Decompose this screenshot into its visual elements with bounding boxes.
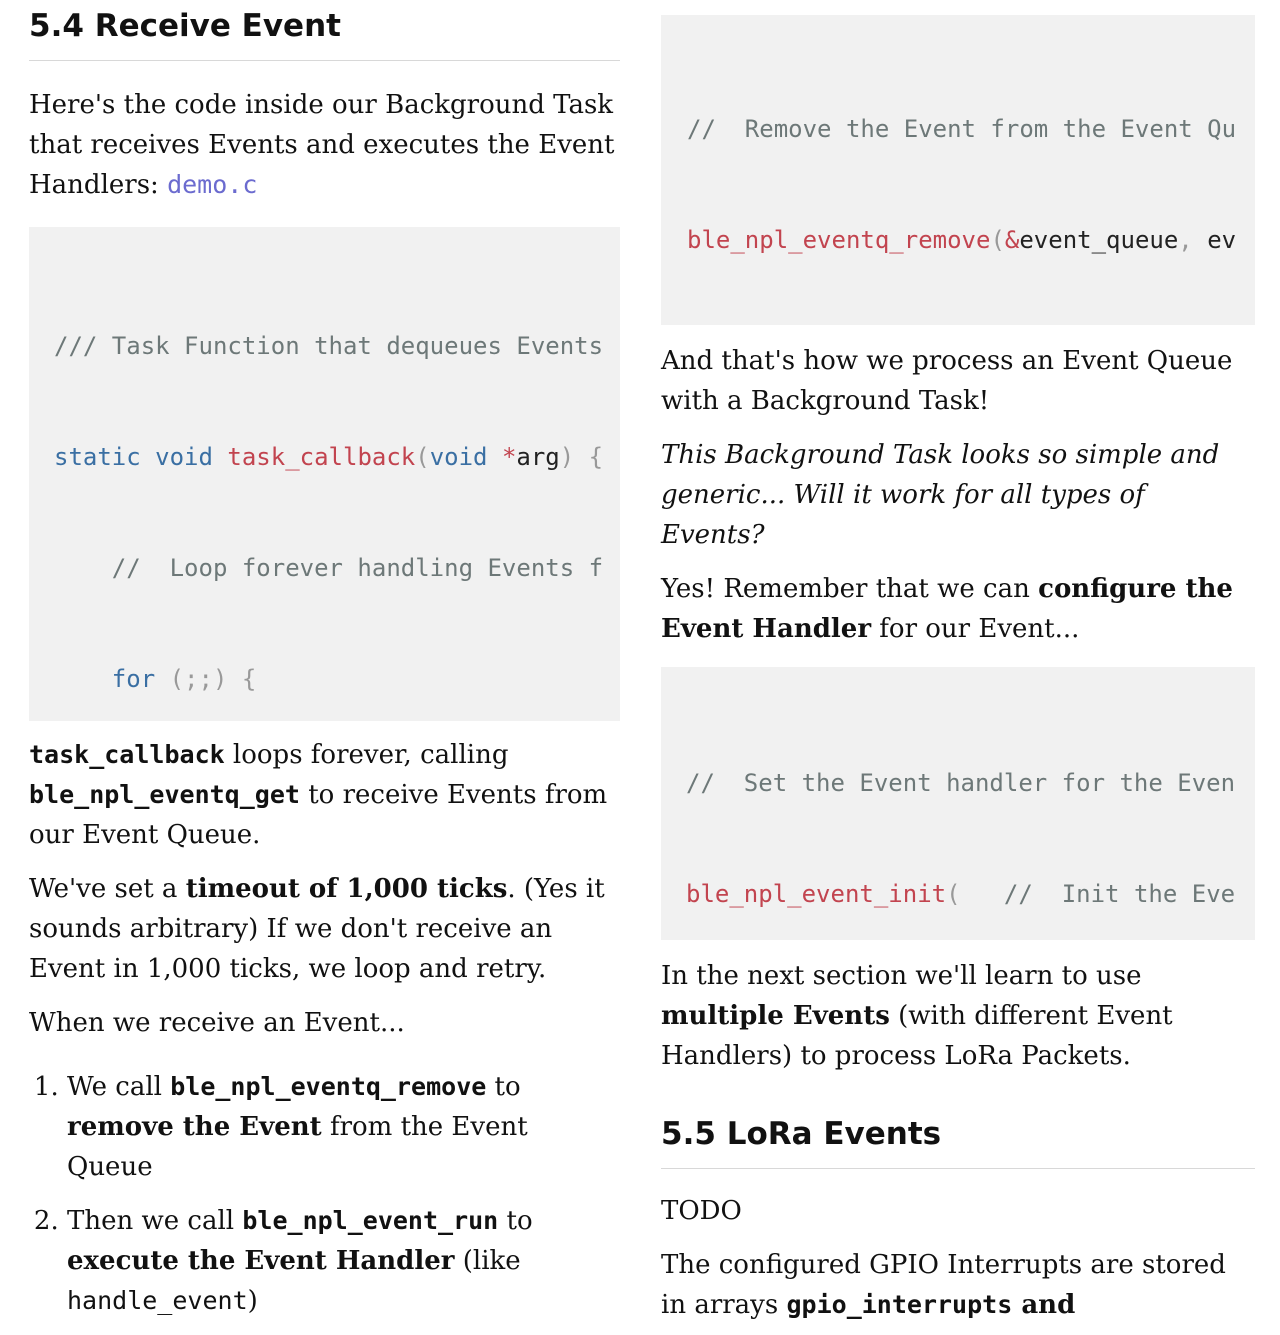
code-line: static void task_callback(void *arg) { [54, 443, 604, 471]
intro-text: Here's the code inside our Background Task that receives Events and executes the Event Handlers: [29, 90, 615, 200]
code-block-event-init [661, 667, 1255, 940]
code-line: // Remove the Event from the Event Qu [687, 115, 1237, 143]
code-block-task-callback [29, 227, 620, 721]
code-line: // Set the Event handler for the Even [686, 769, 1236, 797]
code-line: ble_npl_event_init( // Init the Eve [686, 880, 1236, 908]
gpio-paragraph: The configured GPIO Interrupts are stored in arrays gpio_interrupts and [661, 1250, 1226, 1320]
inline-code-eventq-get: ble_npl_eventq_get [29, 780, 300, 809]
code-line: // Loop forever handling Events f [54, 554, 604, 582]
left-column [29, 0, 620, 1335]
receive-event-paragraph: When we receive an Event... [29, 1008, 405, 1038]
next-section-paragraph: In the next section we'll learn to use multiple Events (with different Event Handlers) to process LoRa Packets. [661, 961, 1173, 1071]
steps-list [29, 1067, 620, 1321]
code-block-remove-run [661, 15, 1255, 325]
question-paragraph: This Background Task looks so simple and generic... Will it work for all types of Events? [661, 440, 1220, 550]
heading-divider [29, 60, 620, 61]
section-heading-lora-events: 5.5 LoRa Events [661, 1116, 942, 1152]
heading-divider [661, 1168, 1255, 1169]
right-column [661, 0, 1255, 1325]
process-queue-paragraph: And that's how we process an Event Queue with a Background Task! [661, 346, 1233, 416]
section-heading-receive-event: 5.4 Receive Event [29, 8, 341, 44]
demo-c-link[interactable]: demo.c [167, 170, 258, 199]
code-line: for (;;) { [111, 665, 257, 693]
list-item: 1. We call ble_npl_eventq_remove to remove the Event from the Event Queue [67, 1067, 620, 1187]
list-item: 2. Then we call ble_npl_event_run to execute the Event Handler (like handle_event) [67, 1201, 620, 1321]
inline-code-task-callback: task_callback [29, 740, 225, 769]
code-line: ble_npl_eventq_remove(&event_queue, ev [687, 226, 1237, 254]
intro-paragraph [29, 85, 620, 205]
todo-paragraph: TODO [661, 1196, 742, 1226]
task-callback-paragraph: task_callback loops forever, calling ble_npl_eventq_get to receive Events from our Event Queue. [29, 740, 608, 850]
code-line: /// Task Function that dequeues Events [54, 332, 604, 360]
configure-paragraph: Yes! Remember that we can configure the Event Handler for our Event... [661, 574, 1233, 644]
timeout-paragraph: We've set a timeout of 1,000 ticks. (Yes it sounds arbitrary) If we don't receive an Event in 1,000 ticks, we loop and retry. [29, 874, 605, 984]
